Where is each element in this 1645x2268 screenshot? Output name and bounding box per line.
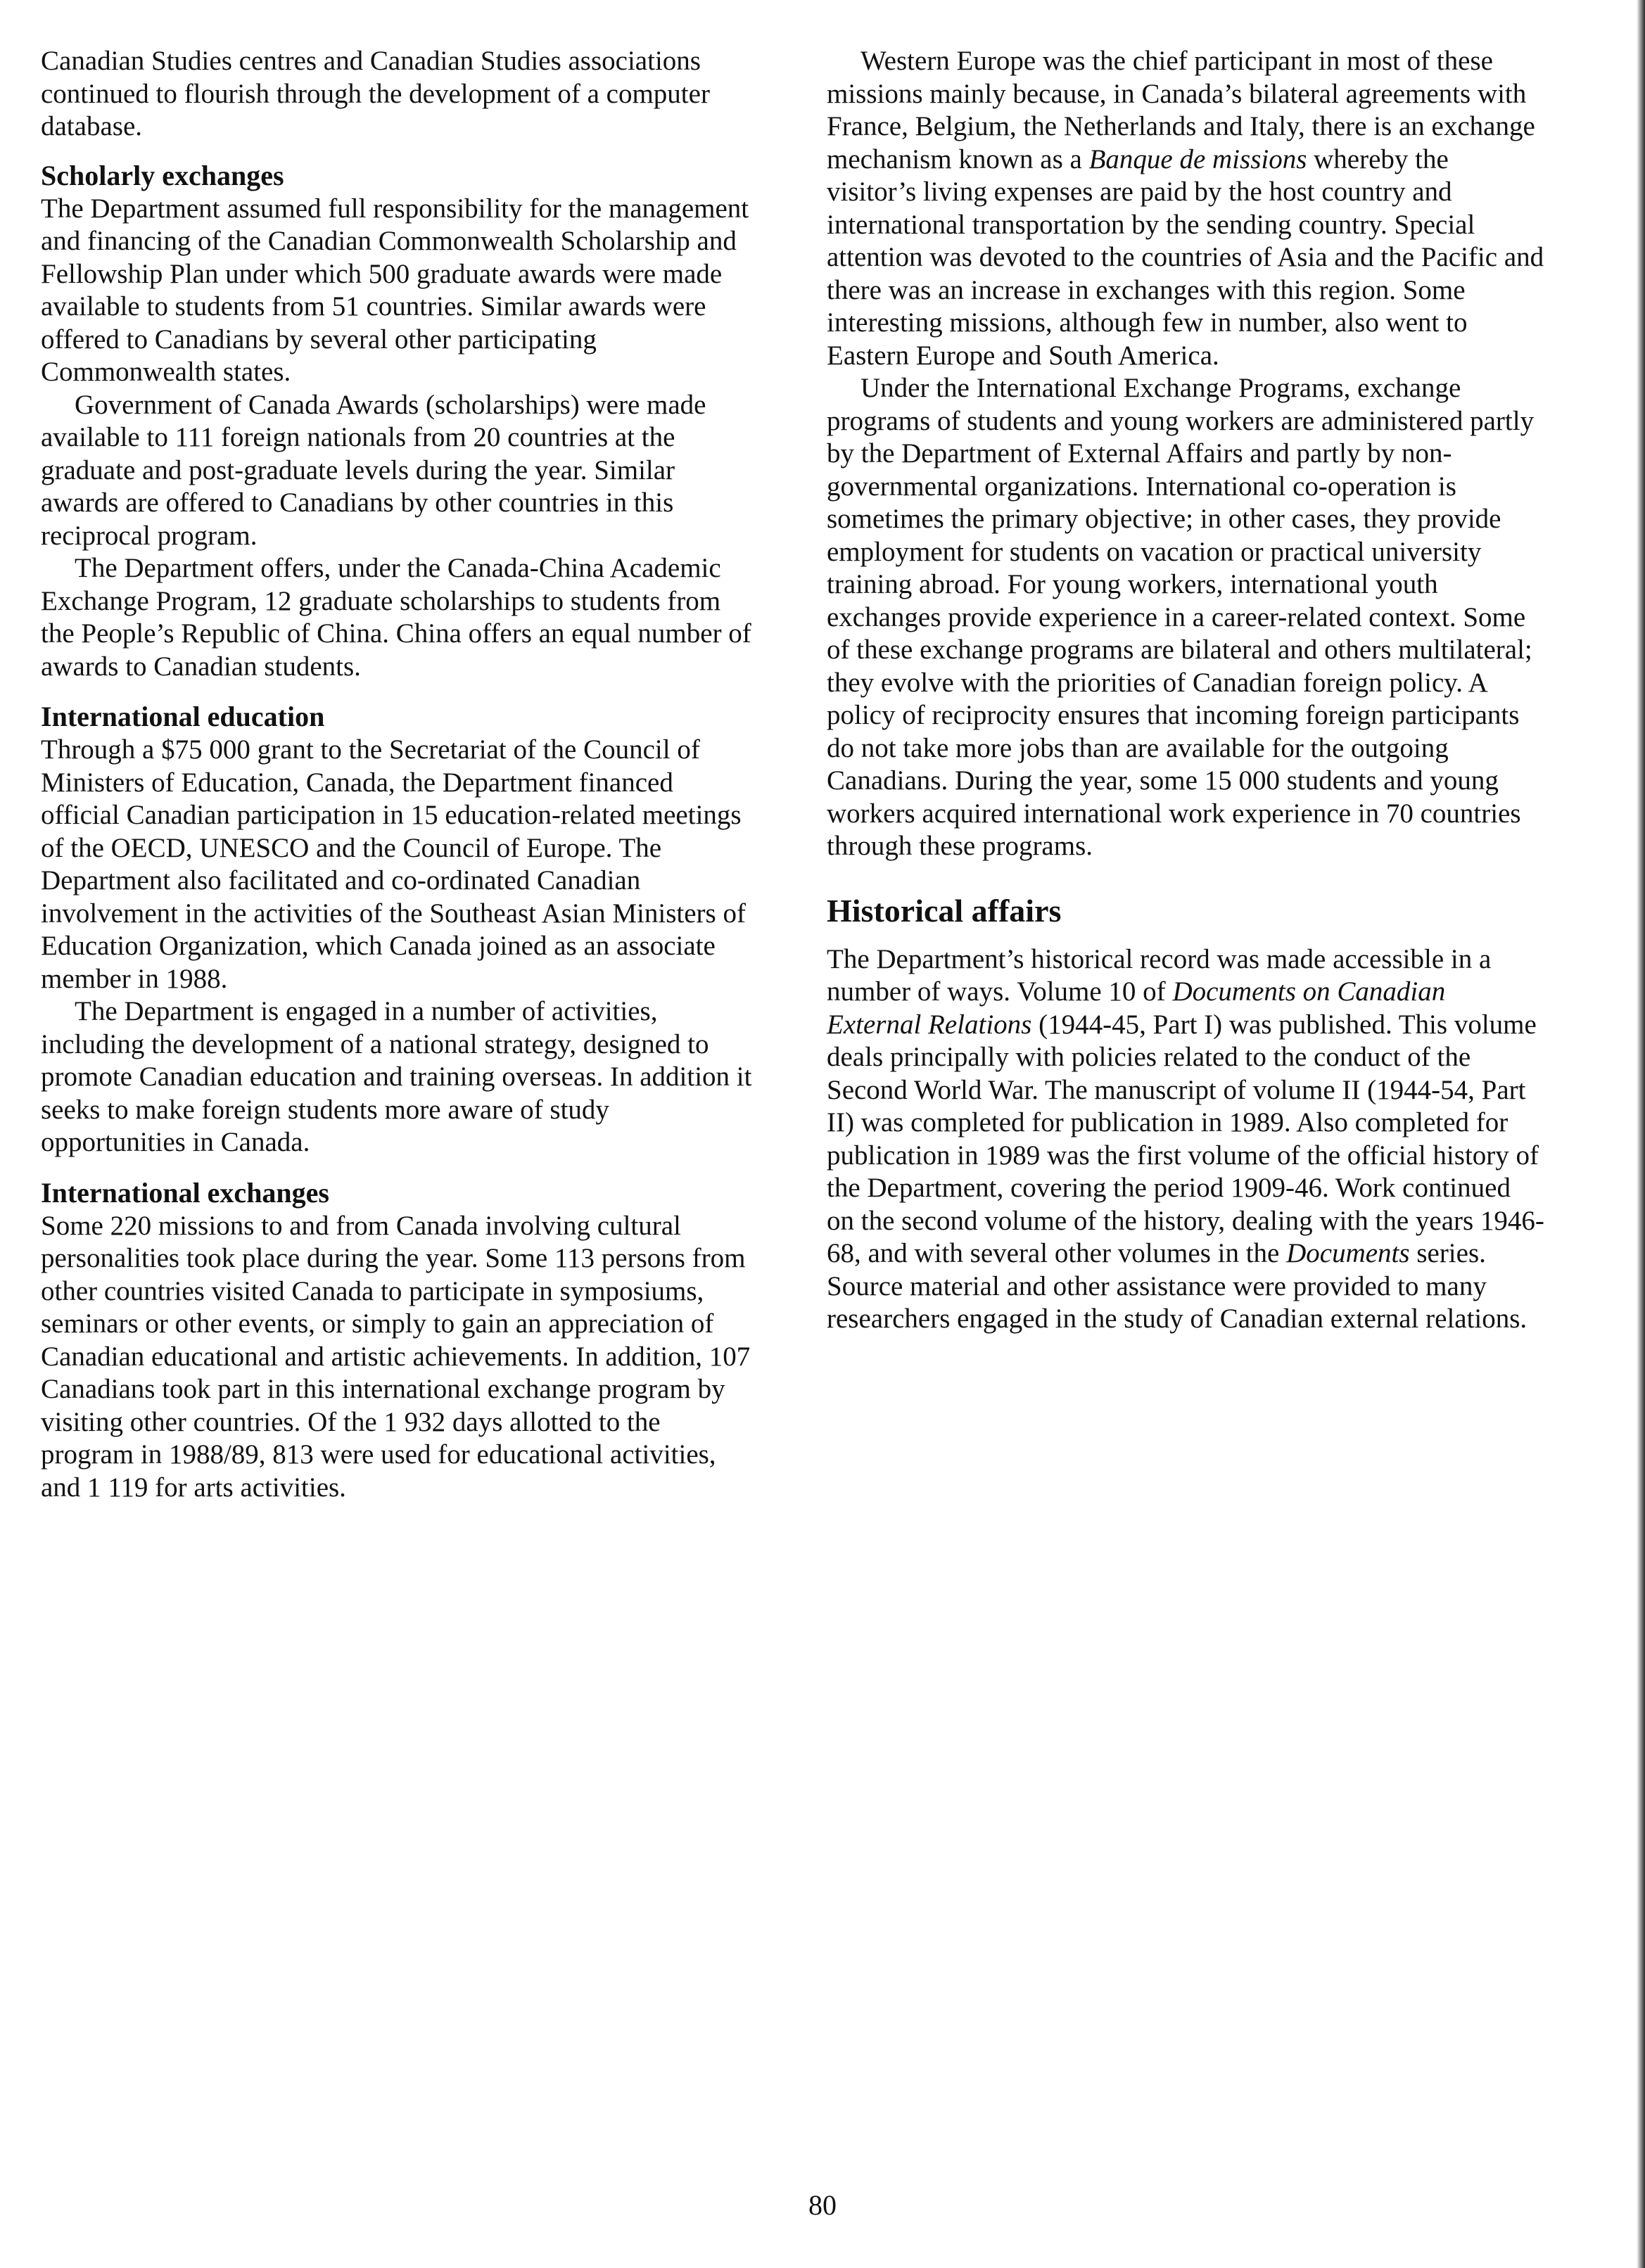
paragraph-scholarly-1: The Department assumed full responsibility for the management and financing of the Canadian Commonwealth Scholarship and Fellowship Plan under which 500 graduate awards were made available to students from 51 countries. Similar awards were offered to Canadians by several other participating Commonwealth states. xyxy=(41,193,749,387)
text-segment: series. Source material and other assistance were provided to many researchers engaged in the study of Canadian external relations. xyxy=(827,1238,1528,1334)
paragraph-western-europe xyxy=(827,45,1544,372)
page-number: 80 xyxy=(808,2189,837,2221)
scan-edge-shadow xyxy=(1637,0,1645,2268)
paragraph-scholarly-3: The Department offers, under the Canada-China Academic Exchange Program, 12 graduate scholarships to students from the People’s Republic of China. China offers an equal number of awards to Canadian students. xyxy=(41,553,751,682)
left-column xyxy=(41,45,758,1504)
text-segment: The Department’s historical record was made accessible in a number of ways. Volume 10 of xyxy=(827,943,1492,1007)
intro-paragraph: Canadian Studies centres and Canadian Studies associations continued to flourish through the development of a computer database. xyxy=(41,46,710,141)
paragraph-education-2: The Department is engaged in a number of activities, including the development of a national strategy, designed to promote Canadian education and training overseas. In addition it seeks to make foreign students more aware of study opportunities in Canada. xyxy=(41,996,752,1157)
paragraph-education-1: Through a $75 000 grant to the Secretariat of the Council of Ministers of Education, Canada, the Department financed official Canadian participation in 15 education-related meetings of the OECD, UNESCO and the Council of Europe. The Department also facilitated and co-ordinated Canadian involvement in the activities of the Southeast Asian Ministers of Education Organization, which Canada joined as an associate member in 1988. xyxy=(41,734,746,994)
paragraph-scholarly-2: Government of Canada Awards (scholarships) were made available to 111 foreign nationals from 20 countries at the graduate and post-graduate levels during the year. Similar awards are offered to Canadians by other countries in this reciprocal program. xyxy=(41,389,706,551)
heading-international-exchanges: International exchanges xyxy=(41,1176,329,1209)
heading-international-education: International education xyxy=(41,701,325,732)
italic-title: Documents xyxy=(1286,1238,1410,1268)
heading-historical-affairs: Historical affairs xyxy=(827,892,1062,929)
heading-scholarly-exchanges: Scholarly exchanges xyxy=(41,159,284,191)
paragraph-historical xyxy=(827,943,1544,1336)
right-column xyxy=(827,45,1544,1336)
paragraph-exchanges-1: Some 220 missions to and from Canada involving cultural personalities took place during the year. Some 113 persons from other countries visited Canada to participate in symposiums, seminars or other events, or simply to gain an appreciation of Canadian educational and artistic achievements. In addition, 107 Canadians took part in this international exchange program by visiting other countries. Of the 1 932 days allotted to the program in 1988/89, 813 were used for educational activities, and 1 119 for arts activities. xyxy=(41,1210,751,1503)
text-segment: (1944-45, Part I) was published. This volume deals principally with policies related to the conduct of the Second World War. The manuscript of volume II (1944-54, Part II) was completed for publication in 1989. Also completed for publication in 1989 was the first volume of the official history of the Department, covering the period 1909-46. Work continued on the second volume of the history, dealing with the years 1946-68, and with several other volumes in the xyxy=(827,1009,1544,1268)
italic-term: Banque de missions xyxy=(1088,144,1307,174)
text-segment: whereby the visitor’s living expenses are paid by the host country and international transportation by the sending country. Special attention was devoted to the countries of Asia and the Pacific and there was an increase in exchanges with this region. Some interesting missions, although few in number, also went to Eastern Europe and South America. xyxy=(827,144,1544,371)
paragraph-exchange-programs: Under the International Exchange Programs, exchange programs of students and young workers are administered partly by the Department of External Affairs and partly by non-governmental organizations. International co-operation is sometimes the primary objective; in other cases, they provide employment for students on vacation or practical university training abroad. For young workers, international youth exchanges provide experience in a career-related context. Some of these exchange programs are bilateral and others multilateral; they evolve with the priorities of Canadian foreign policy. A policy of reciprocity ensures that incoming foreign participants do not take more jobs than are available for the outgoing Canadians. During the year, some 15 000 students and young workers acquired international work experience in 70 countries through these programs. xyxy=(827,373,1535,861)
italic-title: Documents on Canadian External Relations xyxy=(827,976,1446,1040)
text-segment: Western Europe was the chief participant in most of these missions mainly because, in Canada’s bilateral agreements with France, Belgium, the Netherlands and Italy, there is an exchange mechanism known as a xyxy=(827,46,1535,174)
